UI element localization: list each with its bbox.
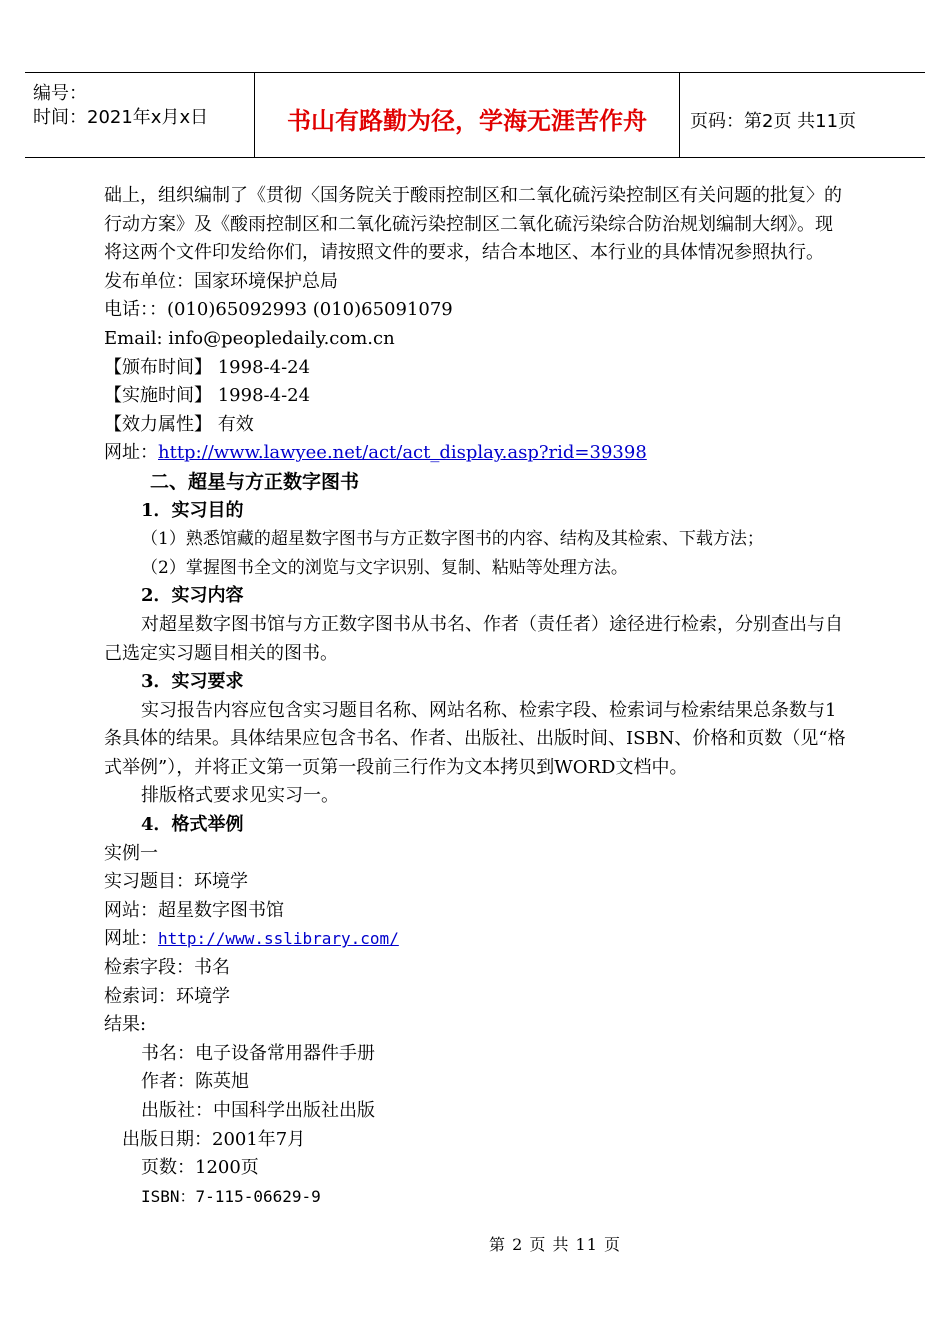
header-left-cell: [25, 73, 255, 157]
url-line: [104, 439, 850, 468]
layout-requirement-line: 排版格式要求见实习一。: [141, 785, 339, 807]
purpose-item-1: （1）熟悉馆藏的超星数字图书与方正数字图书的内容、结构及其检索、下载方法；: [141, 529, 764, 550]
example-term: 检索词：环境学: [104, 985, 230, 1007]
sslibrary-link[interactable]: http://www.sslibrary.com/: [158, 929, 399, 949]
example-press: 出版社：中国科学出版社出版: [141, 1100, 375, 1121]
lawyee-link[interactable]: http://www.lawyee.net/act/act_display.asp?rid=39398: [158, 442, 647, 464]
paragraph-intro: 础上，组织编制了《贯彻〈国务院关于酸雨控制区和二氧化硫污染控制区有关问题的批复〉的行动方案》及《酸雨控制区和二氧化硫污染控制区二氧化硫污染综合防治规划编制大纲》。现将这两个文件印发给你们，请按照文件的要求，结合本地区、本行业的具体情况参照执行。: [104, 185, 842, 264]
phone-line: 电话：：(010)65092993 (010)65091079: [104, 299, 453, 321]
example-pages: 页数：1200页: [141, 1157, 259, 1179]
header-page-number: 页码：第2页 共11页: [690, 111, 857, 132]
subsection-content-heading: 2．实习内容: [141, 585, 244, 607]
example-field: 检索字段：书名: [104, 957, 230, 979]
effective-date-line: 【实施时间】 1998-4-24: [104, 385, 311, 407]
example-url-line: [104, 925, 850, 954]
subsection-example-heading: 4．格式举例: [141, 814, 244, 836]
example-title: 实例一: [104, 842, 158, 864]
requirements-paragraph: 实习报告内容应包含实习题目名称、网站名称、检索字段、检索词与检索结果总条数与1条具体的结果。具体结果应包含书名、作者、出版社、出版时间、ISBN、价格和页数（见“格式举例”），并将正文第一页第一段前三行作为文本拷贝到WORD文档中。: [104, 699, 846, 778]
header-right-cell: [680, 73, 925, 157]
page-header: [25, 72, 925, 158]
content-paragraph: 对超星数字图书馆与方正数字图书从书名、作者（责任者）途径进行检索，分别查出与自己选定实习题目相关的图书。: [104, 613, 843, 664]
document-time-label: 时间：2021年x月x日: [33, 107, 209, 128]
example-author: 作者：陈英旭: [141, 1071, 249, 1093]
issue-date-line: 【颁布时间】 1998-4-24: [104, 356, 311, 378]
publisher-line: 发布单位：国家环境保护总局: [104, 270, 338, 292]
document-body: [104, 182, 850, 1211]
purpose-item-2: （2）掌握图书全文的浏览与文字识别、复制、粘贴等处理方法。: [141, 557, 628, 578]
example-site: 网站：超星数字图书馆: [104, 899, 284, 921]
subsection-requirements-heading: 3．实习要求: [141, 671, 244, 693]
example-publish-date: 出版日期：2001年7月: [122, 1128, 306, 1150]
url-label: 网址：: [104, 442, 158, 464]
example-result-label: 结果:: [104, 1014, 147, 1036]
section-2-heading: 二、超星与方正数字图书: [150, 470, 360, 493]
email-line: Email: info@peopledaily.com.cn: [104, 327, 395, 349]
page-footer: 第 2 页 共 11 页: [489, 1235, 621, 1254]
header-middle-cell: [255, 73, 680, 157]
example-book-name: 书名：电子设备常用器件手册: [141, 1042, 375, 1064]
header-motto: 书山有路勤为径，学海无涯苦作舟: [287, 107, 647, 135]
subsection-purpose-heading: 1．实习目的: [141, 499, 244, 521]
example-isbn: ISBN：7-115-06629-9: [141, 1186, 321, 1206]
document-number-label: 编号：: [33, 83, 87, 104]
example-topic: 实习题目：环境学: [104, 871, 248, 893]
example-url-label: 网址：: [104, 928, 158, 950]
validity-line: 【效力属性】 有效: [104, 413, 254, 435]
